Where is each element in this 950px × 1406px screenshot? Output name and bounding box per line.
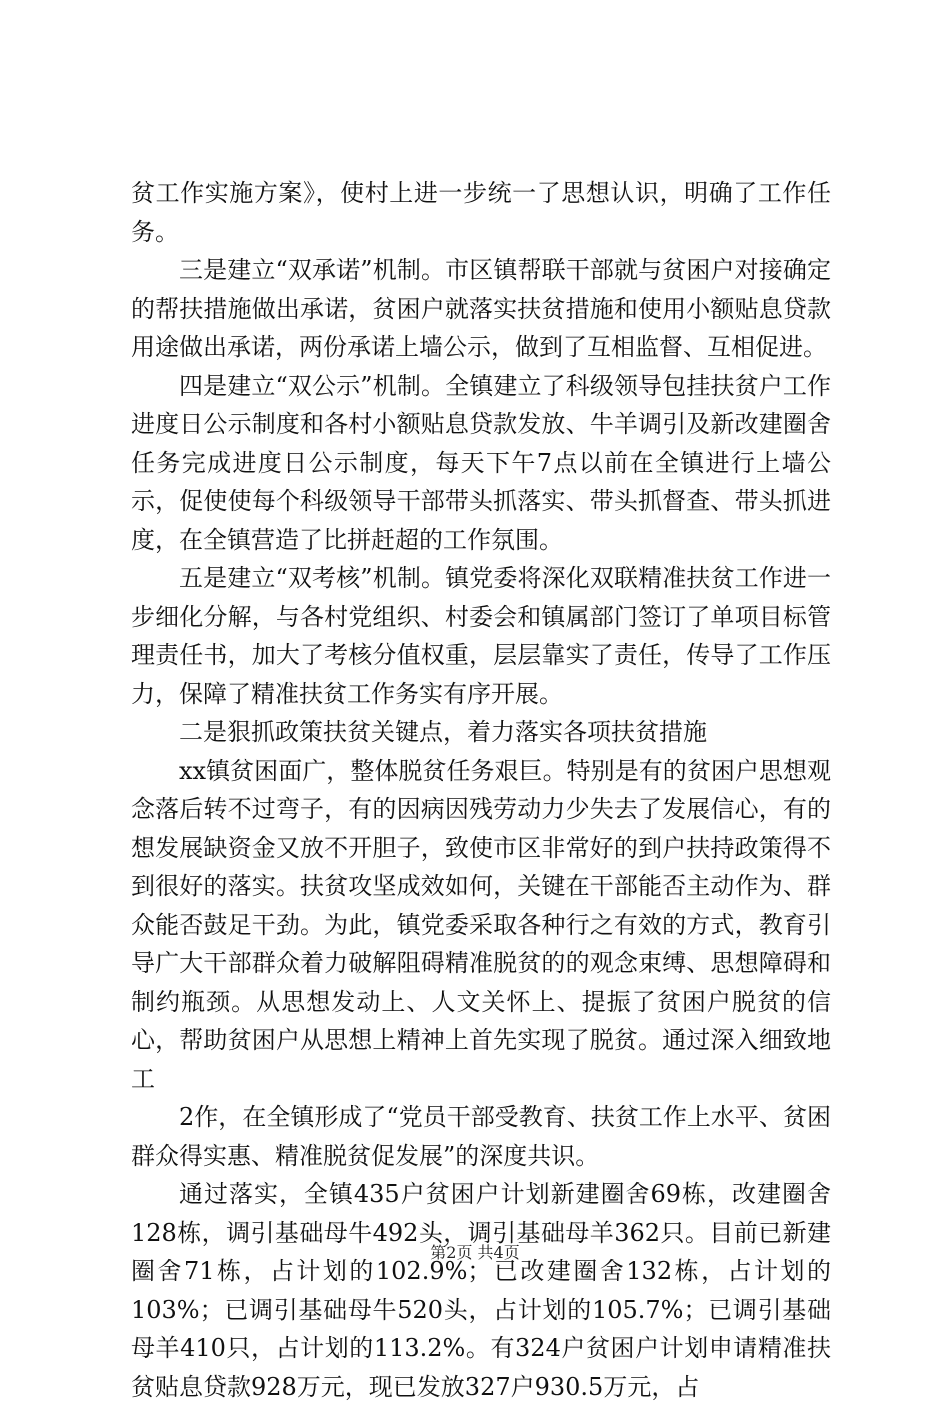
paragraph: 四是建立“双公示”机制。全镇建立了科级领导包挂扶贫户工作进度日公示制度和各村小额贴息贷款发放、牛羊调引及新改建圈舍任务完成进度日公示制度，每天下午7点以前在全镇进行上墙公示，促使使每个科级领导干部带头抓落实、带头抓督查、带头抓进度，在全镇营造了比拼赶超的工作氛围。 (131, 371, 831, 554)
paragraph: 三是建立“双承诺”机制。市区镇帮联干部就与贫困户对接确定的帮扶措施做出承诺，贫困户就落实扶贫措施和使用小额贴息贷款用途做出承诺，两份承诺上墙公示，做到了互相监督、互相促进。 (131, 256, 831, 361)
document-body (131, 174, 831, 1406)
paragraph: 五是建立“双考核”机制。镇党委将深化双联精准扶贫工作进一步细化分解，与各村党组织、村委会和镇属部门签订了单项目标管理责任书，加大了考核分值权重，层层靠实了责任，传导了工作压力，保障了精准扶贫工作务实有序开展。 (131, 564, 831, 708)
page-number-footer: 第2页 共4页 (430, 1243, 520, 1262)
paragraph: 贫工作实施方案》，使村上进一步统一了思想认识，明确了工作任务。 (131, 179, 831, 246)
paragraph: xx镇贫困面广，整体脱贫任务艰巨。特别是有的贫困户思想观念落后转不过弯子，有的因病因残劳动力少失去了发展信心，有的想发展缺资金又放不开胆子，致使市区非常好的到户扶持政策得不到很好的落实。扶贫攻坚成效如何，关键在干部能否主动作为、群众能否鼓足干劲。为此，镇党委采取各种行之有效的方式，教育引导广大干部群众着力破解阻碍精准脱贫的的观念束缚、思想障碍和制约瓶颈。从思想发动上、人文关怀上、提振了贫困户脱贫的信心，帮助贫困户从思想上精神上首先实现了脱贫。通过深入细致地工 (131, 756, 831, 1093)
paragraph: 通过落实，全镇435户贫困户计划新建圈舍69栋，改建圈舍128栋，调引基础母牛492头，调引基础母羊362只。目前已新建圈舍71栋，占计划的102.9%；已改建圈舍132栋，占计划的103%；已调引基础母牛520头，占计划的105.7%；已调引基础母羊410只，占计划的113.2%。有324户贫困户计划申请精准扶贫贴息贷款928万元，现已发放327户930.5万元，占 (131, 1180, 831, 1401)
paragraph: 2作，在全镇形成了“党员干部受教育、扶贫工作上水平、贫困群众得实惠、精准脱贫促发展”的深度共识。 (131, 1103, 831, 1170)
section-heading: 二是狠抓政策扶贫关键点，着力落实各项扶贫措施 (179, 718, 707, 746)
